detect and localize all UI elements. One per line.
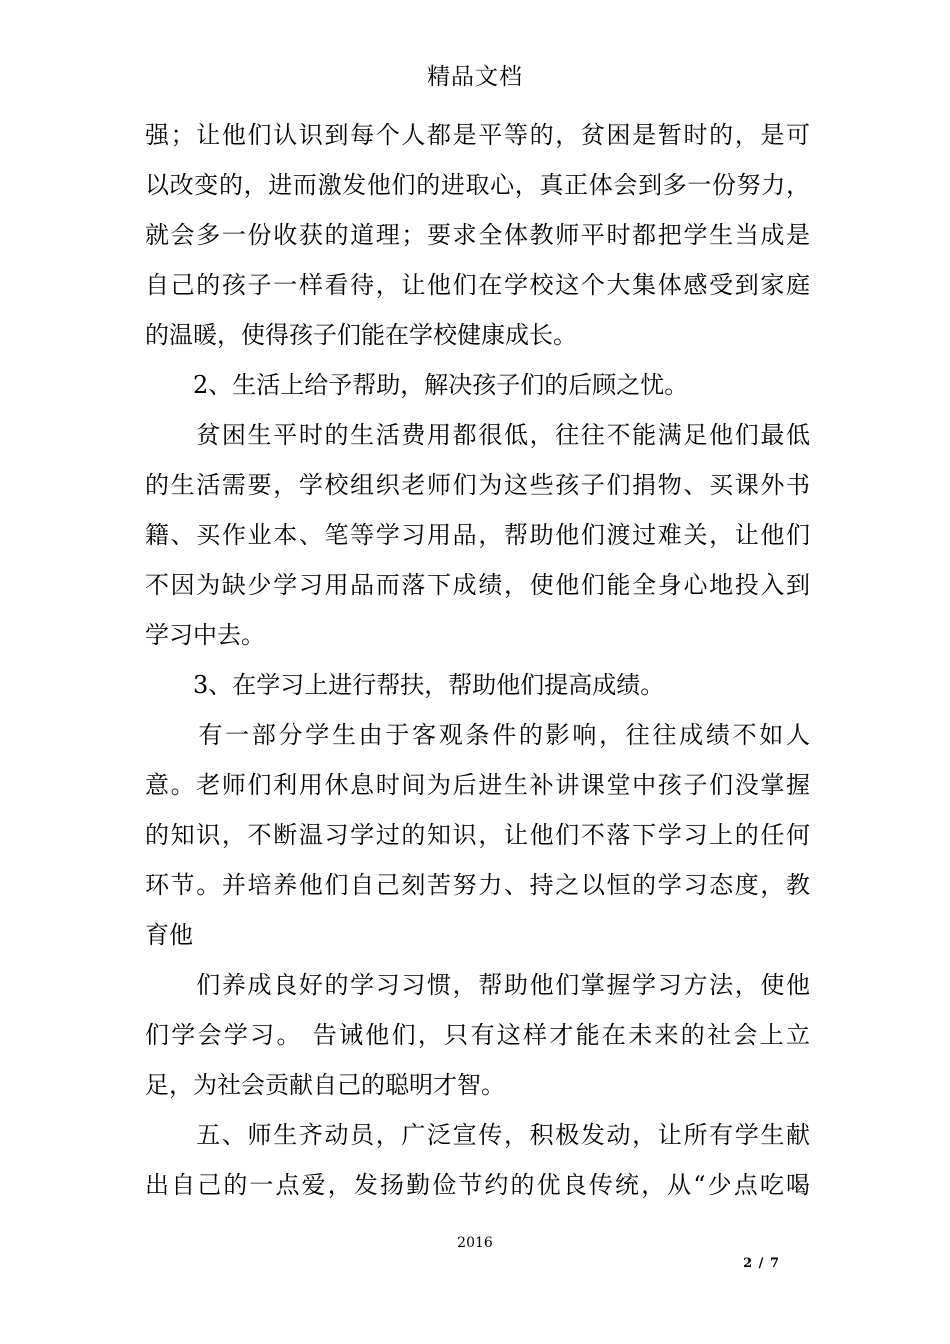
text-line: 的生活需要，学校组织老师们为这些孩子们捐物、买课外书: [145, 471, 810, 499]
text-line: 有一部分学生由于客观条件的影响，往往成绩不如人: [145, 721, 810, 749]
text-line: 环节。并培养他们自己刻苦努力、持之以恒的学习态度，教: [145, 871, 810, 899]
text-line: 贫困生平时的生活费用都很低，往往不能满足他们最低: [145, 421, 810, 449]
text-line: 的知识，不断温习学过的知识，让他们不落下学习上的任何: [145, 821, 810, 849]
text-line: 自己的孩子一样看待，让他们在学校这个大集体感受到家庭: [145, 271, 810, 299]
text-line: 足，为社会贡献自己的聪明才智。: [145, 1071, 505, 1099]
page-number: 2 / 7: [743, 1256, 780, 1271]
text-line: 们学会学习。 告诫他们，只有这样才能在未来的社会上立: [145, 1021, 810, 1049]
footer-year: 2016: [457, 1235, 493, 1251]
text-line: 以改变的，进而激发他们的进取心，真正体会到多一份努力，: [145, 171, 810, 199]
text-line: 就会多一份收获的道理；要求全体教师平时都把学生当成是: [145, 221, 810, 249]
text-line: 们养成良好的学习习惯，帮助他们掌握学习方法，使他: [145, 971, 810, 999]
text-line: 学习中去。: [145, 621, 265, 649]
text-line: 3、在学习上进行帮扶，帮助他们提高成绩。: [145, 671, 665, 699]
document-body: [145, 110, 810, 1210]
text-line: 出自己的一点爱，发扬勤俭节约的优良传统，从“少点吃喝: [145, 1171, 810, 1199]
page-header-title: 精品文档: [427, 64, 523, 90]
text-line: 籍、买作业本、笔等学习用品，帮助他们渡过难关，让他们: [145, 521, 810, 549]
text-line: 五、师生齐动员，广泛宣传，积极发动，让所有学生献: [145, 1121, 810, 1149]
text-line: 2、生活上给予帮助，解决孩子们的后顾之忧。: [145, 371, 689, 399]
text-line: 育他: [145, 921, 193, 949]
text-line: 不因为缺少学习用品而落下成绩，使他们能全身心地投入到: [145, 571, 810, 599]
text-line: 意。老师们利用休息时间为后进生补讲课堂中孩子们没掌握: [145, 771, 810, 799]
text-line: 强；让他们认识到每个人都是平等的，贫困是暂时的，是可: [145, 121, 810, 149]
text-line: 的温暖，使得孩子们能在学校健康成长。: [145, 321, 577, 349]
